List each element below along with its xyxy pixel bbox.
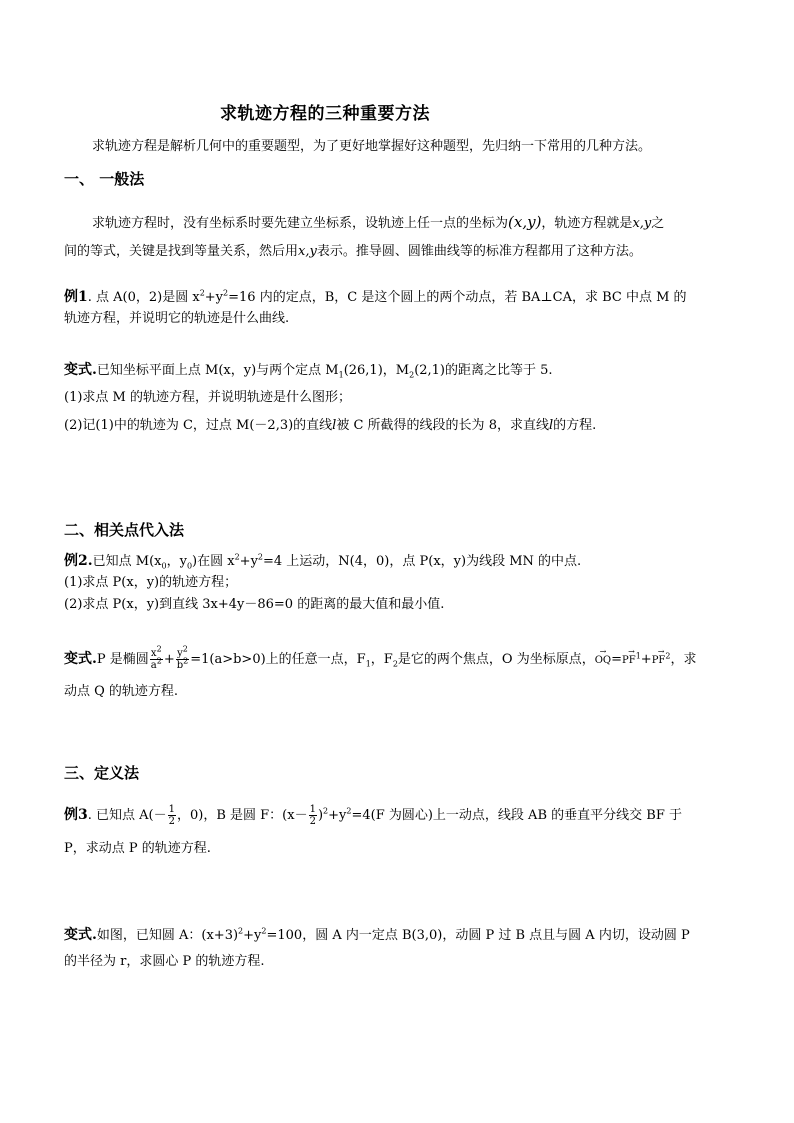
example-2-line-1: 例2.已知点 $M(x_0$，$y_0$)在圆 $x^2+y^2=4$ 上运动，N(4，0)，点 P(x，y)为线段 MN 的中点. [64,552,582,571]
example-2-line-2: (1)求点 P(x，y)的轨迹方程； [64,575,238,590]
ellipse-y-fraction: $\frac{y^2}{b^2}$ [176,644,189,671]
section-heading-2: 二、相关点代入法 [64,521,185,539]
variant-3-line-2: 的半径为 r，求圆心 P 的轨迹方程. [64,954,265,969]
half-fraction-1: $\frac{1}{2}$ [168,804,175,827]
section-heading-1: 一、 一般法 [64,170,145,188]
intro-paragraph: 求轨迹方程是解析几何中的重要题型，为了更好地掌握好这种题型，先归纳一下常用的几种方法。 [92,139,652,154]
variant-2-line-1: 变式.P 是椭圆 $\frac{x^2}{a^2}$ + $\frac{y^2}{b^2}$ =1(a>b>0)上的任意一点，$F_1$，$F_2$是它的两个焦点，O 为坐标原点，→ $OQ=\to PF^1+\to PF^2$，求 [64,644,696,676]
variant-1-line-2: (1)求点 M 的轨迹方程，并说明轨迹是什么图形； [64,390,351,405]
s1-paragraph-line-1: 求轨迹方程时，没有坐标系时要先建立坐标系，设轨迹上任一点的坐标为(x,y)，轨迹方程就是x,y之 [92,213,665,231]
variant-1-line-1: 变式.已知坐标平面上点 M(x，y)与两个定点 $M_1(26,1)$，$M_2(2,1)$的距离之比等于 5. [64,362,553,380]
s1-paragraph-line-2: 间的等式，关键是找到等量关系，然后用x,y表示。推导圆、圆锥曲线等的标准方程都用了这种方法。 [64,244,642,259]
vector-pf2: → $PF^2$ [652,646,671,676]
vector-pf1: → $PF^1$ [622,646,641,676]
variant-3-line-1: 变式.如图，已知圆 A：$(x+3)^2+y^2=100$，圆 A 内一定点 B(3,0)，动圆 P 过 B 点且与圆 A 内切，设动圆 P [64,926,690,943]
page-title: 求轨迹方程的三种重要方法 [220,104,430,124]
half-fraction-2: $\frac{1}{2}$ [309,804,316,827]
ellipse-x-fraction: $\frac{x^2}{a^2}$ [150,644,162,671]
section-heading-3: 三、定义法 [64,764,140,782]
example-1-line-2: 轨迹方程，并说明它的轨迹是什么曲线. [64,311,290,326]
example-1-line-1: 例1. 点 A(0，2)是圆 $x^2+y^2=16$ 内的定点，B，C 是这个圆上的两个动点，若 BA⊥CA，求 BC 中点 M 的 [64,288,687,305]
variant-1-line-3: (2)记(1)中的轨迹为 C，过点 M(－2,3)的直线l被 C 所截得的线段的长为 8，求直线l的方程. [64,418,597,433]
vector-oq: → OQ [595,646,611,676]
variant-2-line-2: 动点 Q 的轨迹方程. [64,684,179,699]
example-3-line-1: 例3. 已知点 A(－ $\frac{1}{2}$ ，0)，B 是圆 F：(x－ $\frac{1}{2}$ )$^2+y^2=4(F$ 为圆心)上一动点，线段 AB 的垂直平分线交 BF 于 [64,804,682,827]
example-3-line-2: P，求动点 P 的轨迹方程. [64,841,211,856]
example-2-line-3: (2)求点 P(x，y)到直线 3x+4y－86=0 的距离的最大值和最小值. [64,597,445,612]
